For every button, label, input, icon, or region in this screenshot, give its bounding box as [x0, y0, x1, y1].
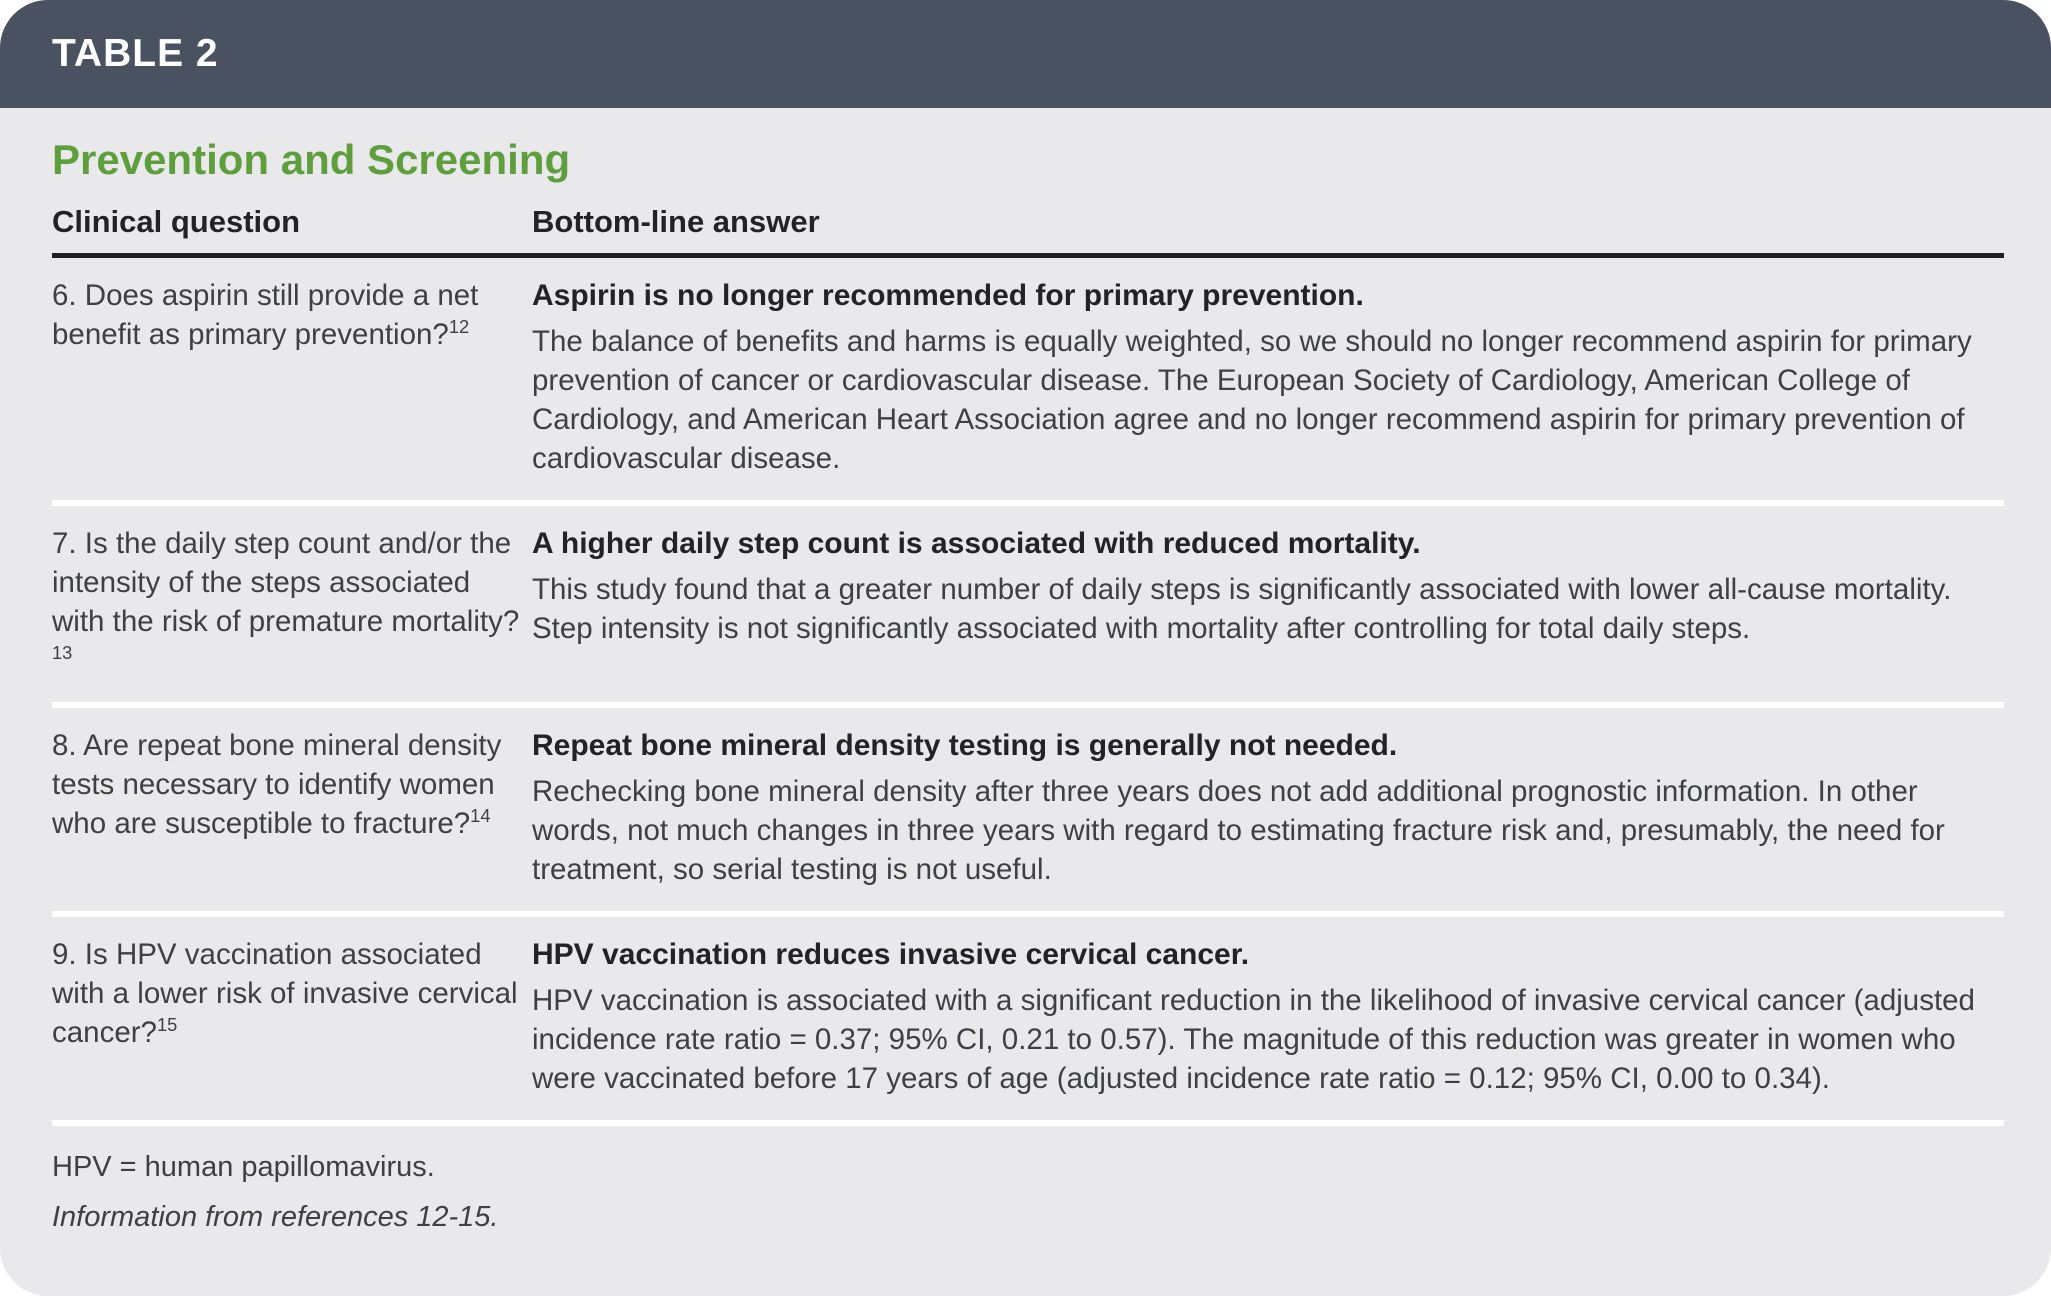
clinical-question-cell — [52, 276, 520, 478]
answer-body: The balance of benefits and harms is equally weighted, so we should no longer recommend aspirin for primary prevention of cancer or cardiovascular disease. The European Society of Cardiology, American College of Cardiology, and American Heart Association agree and no longer recommend aspirin for primary prevention of cardiovascular disease. — [532, 325, 1972, 475]
table-row — [52, 506, 2004, 708]
reference-superscript: 15 — [156, 1014, 178, 1036]
table-footnotes — [52, 1126, 2004, 1236]
question-text: 9. Is HPV vaccination associated with a lower risk of invasive cervical cancer? — [52, 938, 518, 1049]
column-header-clinical-question: Clinical question — [52, 204, 301, 239]
answer-cell — [532, 726, 2004, 889]
question-text: 8. Are repeat bone mineral density tests necessary to identify women who are susceptible to fracture? — [52, 729, 502, 840]
answer-body: Rechecking bone mineral density after three years does not add additional prognostic information. In other words, not much changes in three years with regard to estimating fracture risk and, presumably, the need for treatment, so serial testing is not useful. — [532, 775, 1945, 886]
answer-heading: Aspirin is no longer recommended for primary prevention. — [532, 279, 1364, 312]
answer-body: This study found that a greater number of daily steps is significantly associated with lower all-cause mortality. Step intensity is not significantly associated with mortality after controlling for total daily steps. — [532, 573, 1952, 645]
answer-cell — [532, 276, 2004, 478]
source-note: Information from references 12-15. — [52, 1201, 499, 1233]
section-title: Prevention and Screening — [52, 136, 571, 183]
answer-heading: HPV vaccination reduces invasive cervical cancer. — [532, 938, 1250, 971]
answer-cell — [532, 935, 2004, 1098]
column-header-row — [52, 204, 2004, 258]
answer-heading: A higher daily step count is associated with reduced mortality. — [532, 527, 1421, 560]
clinical-question-cell — [52, 935, 520, 1098]
question-text: 7. Is the daily step count and/or the intensity of the steps associated with the risk of premature mortality? — [52, 527, 520, 638]
clinical-question-cell — [52, 726, 520, 889]
table-header-bar — [0, 0, 2051, 108]
reference-superscript: 14 — [470, 805, 491, 827]
answer-heading: Repeat bone mineral density testing is generally not needed. — [532, 729, 1398, 762]
question-text: 6. Does aspirin still provide a net benefit as primary prevention? — [52, 279, 479, 351]
abbreviation-note: HPV = human papillomavirus. — [52, 1151, 435, 1183]
table-row — [52, 708, 2004, 917]
column-header-bottom-line-answer: Bottom-line answer — [532, 204, 820, 239]
reference-superscript: 12 — [448, 316, 470, 338]
table-body — [0, 108, 2051, 1296]
answer-body: HPV vaccination is associated with a significant reduction in the likelihood of invasive cervical cancer (adjusted incidence rate ratio = 0.37; 95% CI, 0.21 to 0.57). The magnitude of this reduction was greater in women who were vaccinated before 17 years of age (adjusted incidence rate ratio = 0.12; 95% CI, 0.00 to 0.34). — [532, 984, 1975, 1095]
answer-cell — [532, 524, 2004, 680]
table-row — [52, 258, 2004, 506]
clinical-question-cell — [52, 524, 520, 680]
reference-superscript: 13 — [52, 642, 73, 664]
table-number-label: TABLE 2 — [52, 32, 219, 75]
table-row — [52, 917, 2004, 1126]
